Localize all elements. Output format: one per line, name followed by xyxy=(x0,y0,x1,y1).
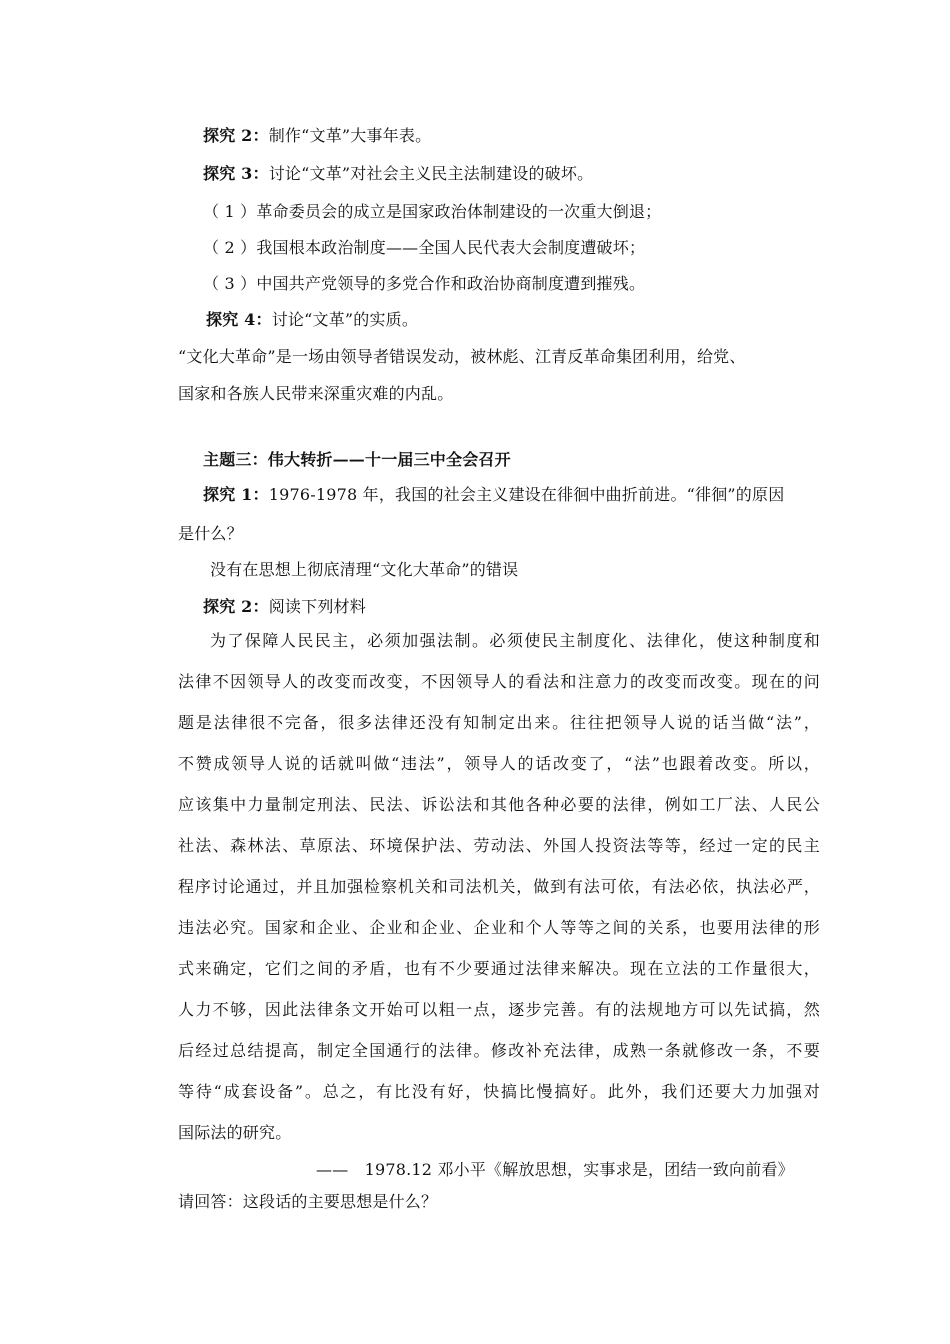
explore-4-label: 探究 4： xyxy=(206,310,272,329)
list-item-1: （ 1 ）革命委员会的成立是国家政治体制建设的一次重大倒退； xyxy=(203,202,662,221)
explore-4-line xyxy=(206,308,418,332)
material-line-3: 题是法律很不完备，很多法律还没有知制定出来。往往把领导人说的话当做“法”， xyxy=(178,713,820,732)
s3-explore-2-text: 阅读下列材料 xyxy=(268,597,366,616)
essence-line-1: “文化大革命”是一场由领导者错误发动，被林彪、江青反革命集团利用，给党、 xyxy=(178,347,746,366)
material-line-2: 法律不因领导人的改变而改变，不因领导人的看法和注意力的改变而改变。现在的问 xyxy=(178,672,820,691)
list-item-3: （ 3 ）中国共产党领导的多党合作和政治协商制度遭到摧残。 xyxy=(203,274,646,293)
explore-2-label: 探究 2： xyxy=(203,126,269,145)
s3-explore-2-line xyxy=(203,595,366,619)
s3-answer-1: 没有在思想上彻底清理“文化大革命”的错误 xyxy=(210,560,519,579)
s3-explore-1-label: 探究 1： xyxy=(203,485,269,504)
material-line-11: 后经过总结提高，制定全国通行的法律。修改补充法律，成熟一条就修改一条，不要 xyxy=(178,1041,820,1060)
explore-3-text: 讨论“文革”对社会主义民主法制建设的破坏。 xyxy=(268,164,594,183)
explore-2-text: 制作“文革”大事年表。 xyxy=(268,126,432,145)
question: 请回答：这段话的主要思想是什么？ xyxy=(178,1192,438,1211)
s3-explore-1-cont: 是什么？ xyxy=(178,524,243,543)
material-line-6: 社法、森林法、草原法、环境保护法、劳动法、外国人投资法等等，经过一定的民主 xyxy=(178,836,820,855)
s3-explore-2-label: 探究 2： xyxy=(203,597,269,616)
material-line-1: 为了保障人民民主，必须加强法制。必须使民主制度化、法律化，使这种制度和 xyxy=(210,631,820,650)
material-line-4: 不赞成领导人说的话就叫做“违法”，领导人的话改变了，“法”也跟着改变。所以， xyxy=(178,754,820,773)
explore-2-line xyxy=(203,124,431,148)
explore-4-text: 讨论“文革”的实质。 xyxy=(271,310,419,329)
material-line-12: 等待“成套设备”。总之，有比没有好，快搞比慢搞好。此外，我们还要大力加强对 xyxy=(178,1082,820,1101)
essence-line-2: 国家和各族人民带来深重灾难的内乱。 xyxy=(178,384,454,403)
material-line-8: 违法必究。国家和企业、企业和企业、企业和个人等等之间的关系，也要用法律的形 xyxy=(178,918,820,937)
list-item-2: （ 2 ）我国根本政治制度——全国人民代表大会制度遭破坏； xyxy=(203,238,646,257)
s3-explore-1-text: 1976-1978 年，我国的社会主义建设在徘徊中曲折前进。“徘徊”的原因 xyxy=(268,485,785,504)
material-source: —— 1978.12 邓小平《解放思想，实事求是，团结一致向前看》 xyxy=(316,1160,794,1179)
material-line-5: 应该集中力量制定刑法、民法、诉讼法和其他各种必要的法律，例如工厂法、人民公 xyxy=(178,795,820,814)
material-line-10: 人力不够，因此法律条文开始可以粗一点，逐步完善。有的法规地方可以先试搞，然 xyxy=(178,1000,820,1019)
s3-explore-1-line xyxy=(203,483,784,507)
material-line-9: 式来确定，它们之间的矛盾，也有不少要通过法律来解决。现在立法的工作量很大， xyxy=(178,959,820,978)
section-3-title: 主题三：伟大转折——十一届三中全会召开 xyxy=(203,450,511,469)
explore-3-line xyxy=(203,162,593,186)
explore-3-label: 探究 3： xyxy=(203,164,269,183)
material-line-7: 程序讨论通过，并且加强检察机关和司法机关，做到有法可依，有法必依，执法必严， xyxy=(178,877,820,896)
material-line-13: 国际法的研究。 xyxy=(178,1123,292,1142)
